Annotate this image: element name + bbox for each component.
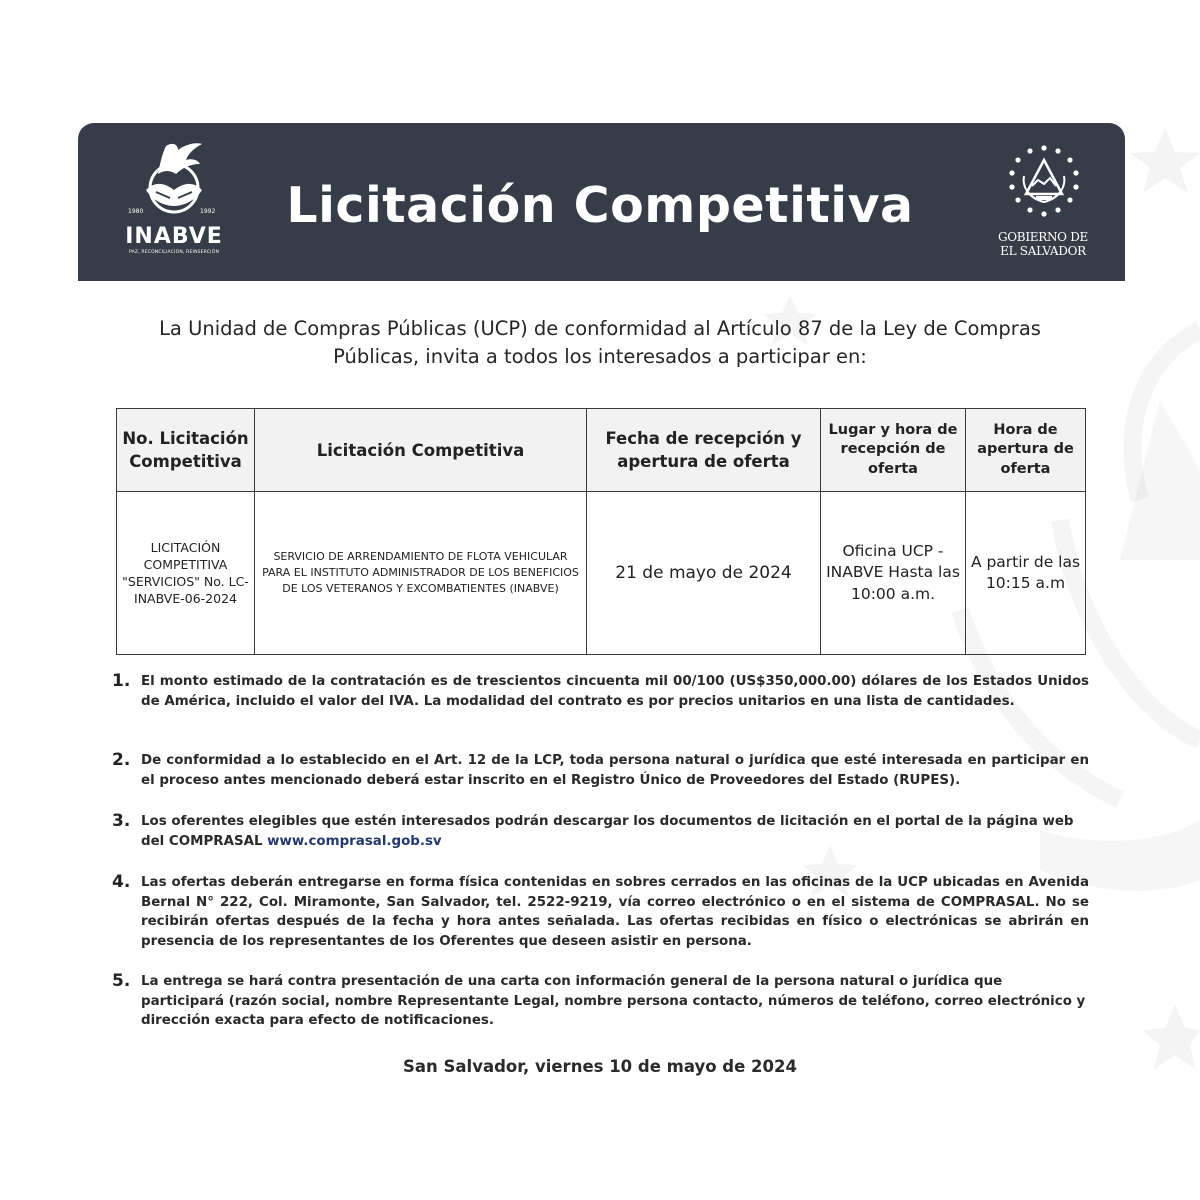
cell-numero: LICITACIÓN COMPETITIVA "SERVICIOS" No. LC-INABVE-06-2024: [117, 492, 255, 655]
coat-of-arms-icon: [1002, 140, 1086, 224]
logo-motto: PAZ, RECONCILIACIÓN, REINSERCIÓN: [128, 250, 220, 255]
item-text-body: Los oferentes elegibles que estén interesados podrán descargar los documentos de licitación en el portal de la página web del COMPRASAL: [141, 814, 1074, 849]
cell-fecha: 21 de mayo de 2024: [587, 492, 821, 655]
table-row: [117, 492, 1086, 655]
item-number: 3.: [112, 811, 131, 831]
footer-date: San Salvador, viernes 10 de mayo de 2024: [403, 1057, 797, 1076]
item-text: [141, 812, 1089, 851]
item-text: La entrega se hará contra presentación de una carta con información general de la persona natural o jurídica que participará (razón social, nombre Representante Legal, nombre persona contacto, números de teléfono, correo electrónico y dirección exacta para efecto de notificaciones.: [141, 974, 1086, 1028]
gobierno-logo: [990, 140, 1096, 266]
col-header-hora: Hora de apertura de oferta: [966, 409, 1086, 492]
col-header-lugar: Lugar y hora de recepción de oferta: [821, 409, 966, 492]
logo-year-left: 1980: [128, 208, 144, 215]
table-header-row: [117, 409, 1086, 492]
cell-descripcion: SERVICIO DE ARRENDAMIENTO DE FLOTA VEHICULAR PARA EL INSTITUTO ADMINISTRADOR DE LOS BENEFICIOS DE LOS VETERANOS Y EXCOMBATIENTES (INABVE): [255, 492, 587, 655]
item-number: 4.: [112, 872, 131, 892]
col-header-licitacion: Licitación Competitiva: [255, 409, 587, 492]
gobierno-line-1: GOBIERNO DE: [997, 230, 1088, 244]
item-number: 1.: [112, 671, 131, 691]
col-header-fecha: Fecha de recepción y apertura de oferta: [587, 409, 821, 492]
item-number: 2.: [112, 750, 131, 770]
intro-paragraph: La Unidad de Compras Públicas (UCP) de conformidad al Artículo 87 de la Ley de Compras Públicas, invita a todos los interesados a participar en:: [159, 317, 1041, 368]
col-header-numero: No. Licitación Competitiva: [117, 409, 255, 492]
gobierno-line-2: EL SALVADOR: [1000, 244, 1086, 258]
item-number: 5.: [112, 971, 131, 991]
item-text: De conformidad a lo establecido en el Art. 12 de la LCP, toda persona natural o jurídica que esté interesada en participar en el proceso antes mencionado deberá estar inscrito en el Registro Único de Proveedores del Estado (RUPES).: [141, 753, 1089, 788]
page-title: Licitación Competitiva: [286, 177, 914, 234]
logo-name: INABVE: [125, 224, 223, 249]
logo-year-right: 1992: [200, 208, 216, 215]
cell-lugar: Oficina UCP - INABVE Hasta las 10:00 a.m.: [821, 492, 966, 655]
licitacion-table: [116, 408, 1086, 655]
item-text: El monto estimado de la contratación es de trescientos cincuenta mil 00/100 (US$350,000.00) dólares de los Estados Unidos de América, incluido el valor del IVA. La modalidad del contrato es por precios unitarios en una lista de cantidades.: [141, 674, 1089, 709]
item-text: Las ofertas deberán entregarse en forma física contenidas en sobres cerrados en las oficinas de la UCP ubicadas en Avenida Bernal N° 222, Col. Miramonte, San Salvador, tel. 2522-9219, vía correo electrónico o en el sistema de COMPRASAL. No se recibirán ofertas después de la fecha y hora antes señalada. Las ofertas recibidas en físico o electrónicas se abrirán en presencia de los representantes de los Oferentes que deseen asistir en persona.: [141, 875, 1089, 949]
comprasal-link[interactable]: www.comprasal.gob.sv: [267, 833, 442, 849]
cell-hora-apertura: A partir de las 10:15 a.m: [966, 492, 1086, 655]
